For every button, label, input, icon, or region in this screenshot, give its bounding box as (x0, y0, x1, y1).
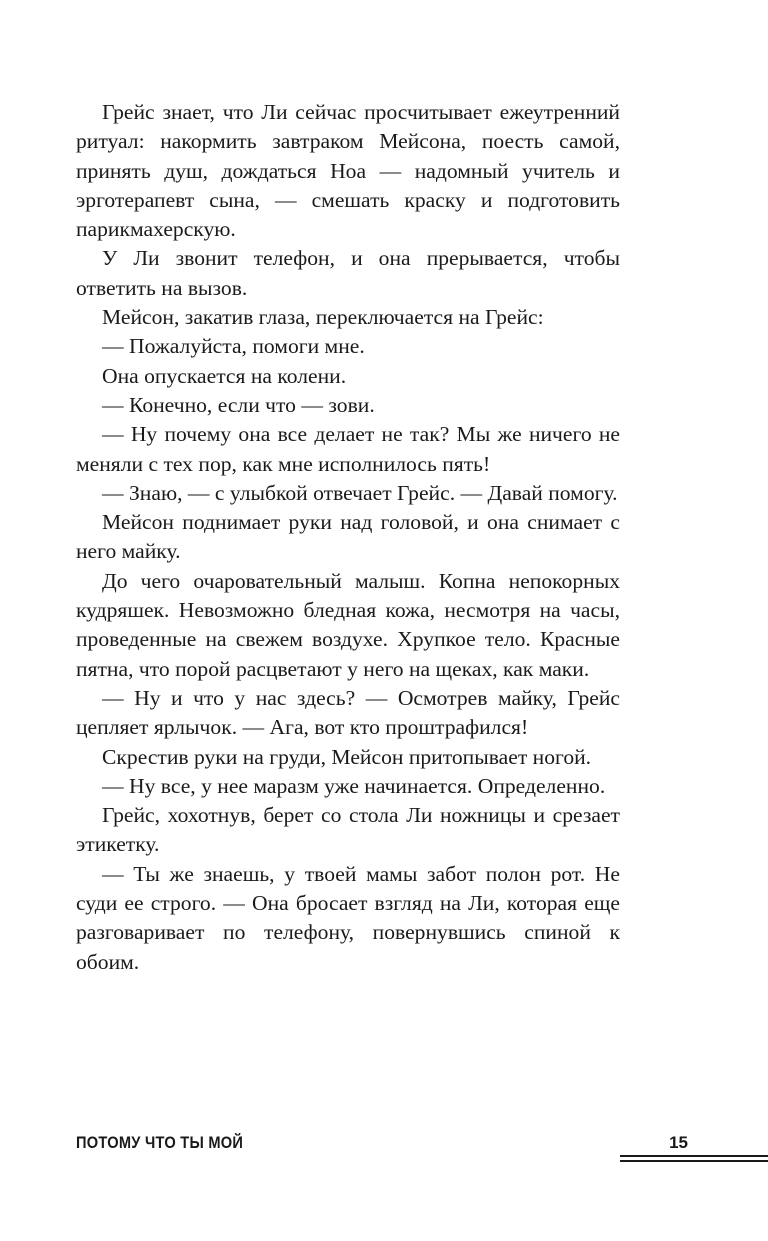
paragraph: Грейс знает, что Ли сейчас просчитывает ежеутренний ритуал: накормить завтраком Мейсона, поесть самой, принять душ, дождаться Ноа — надомный учитель и эрготерапевт сына, — смешать краску и подготовить парикмахерскую. (76, 100, 620, 242)
paragraph: Грейс, хохотнув, берет со стола Ли ножницы и срезает этикетку. (76, 803, 620, 857)
paragraph: — Ну все, у нее маразм уже начинается. Определенно. (102, 773, 606, 798)
paragraph: — Ну почему она все делает не так? Мы же ничего не меняли с тех пор, как мне исполнилось пять! (76, 422, 620, 476)
footer-rule-top (620, 1155, 768, 1157)
running-footer-title: ПОТОМУ ЧТО ТЫ МОЙ (76, 1133, 244, 1152)
paragraph: — Ну и что у нас здесь? — Осмотрев майку, Грейс цепляет ярлычок. — Ага, вот кто проштрафился! (76, 685, 620, 740)
paragraph: — Конечно, если что — зови. (102, 392, 375, 417)
paragraph: Мейсон поднимает руки над головой, и она снимает с него майку. (76, 510, 620, 564)
page-number: 15 (669, 1133, 688, 1152)
paragraph: — Знаю, — с улыбкой отвечает Грейс. — Давай помогу. (102, 480, 618, 505)
paragraph: Скрестив руки на груди, Мейсон притопывает ногой. (102, 744, 592, 769)
paragraph: Мейсон, закатив глаза, переключается на Грейс: (102, 305, 544, 330)
paragraph: — Ты же знаешь, у твоей мамы забот полон рот. Не суди ее строго. — Она бросает взгляд на Ли, которая еще разговаривает по телефону, повернувшись спиной к обоим. (76, 861, 620, 974)
paragraph: — Пожалуйста, помоги мне. (102, 334, 365, 359)
paragraph: До чего очаровательный малыш. Копна непокорных кудряшек. Невозможно бледная кожа, несмотря на часы, проведенные на свежем воздухе. Хрупкое тело. Красные пятна, что порой расцветают у него на щеках, как маки. (76, 568, 620, 681)
paragraph: У Ли звонит телефон, и она прерывается, чтобы ответить на вызов. (76, 246, 620, 300)
footer-rule-bottom (620, 1160, 768, 1162)
body-text (76, 98, 620, 977)
paragraph: Она опускается на колени. (102, 363, 347, 388)
